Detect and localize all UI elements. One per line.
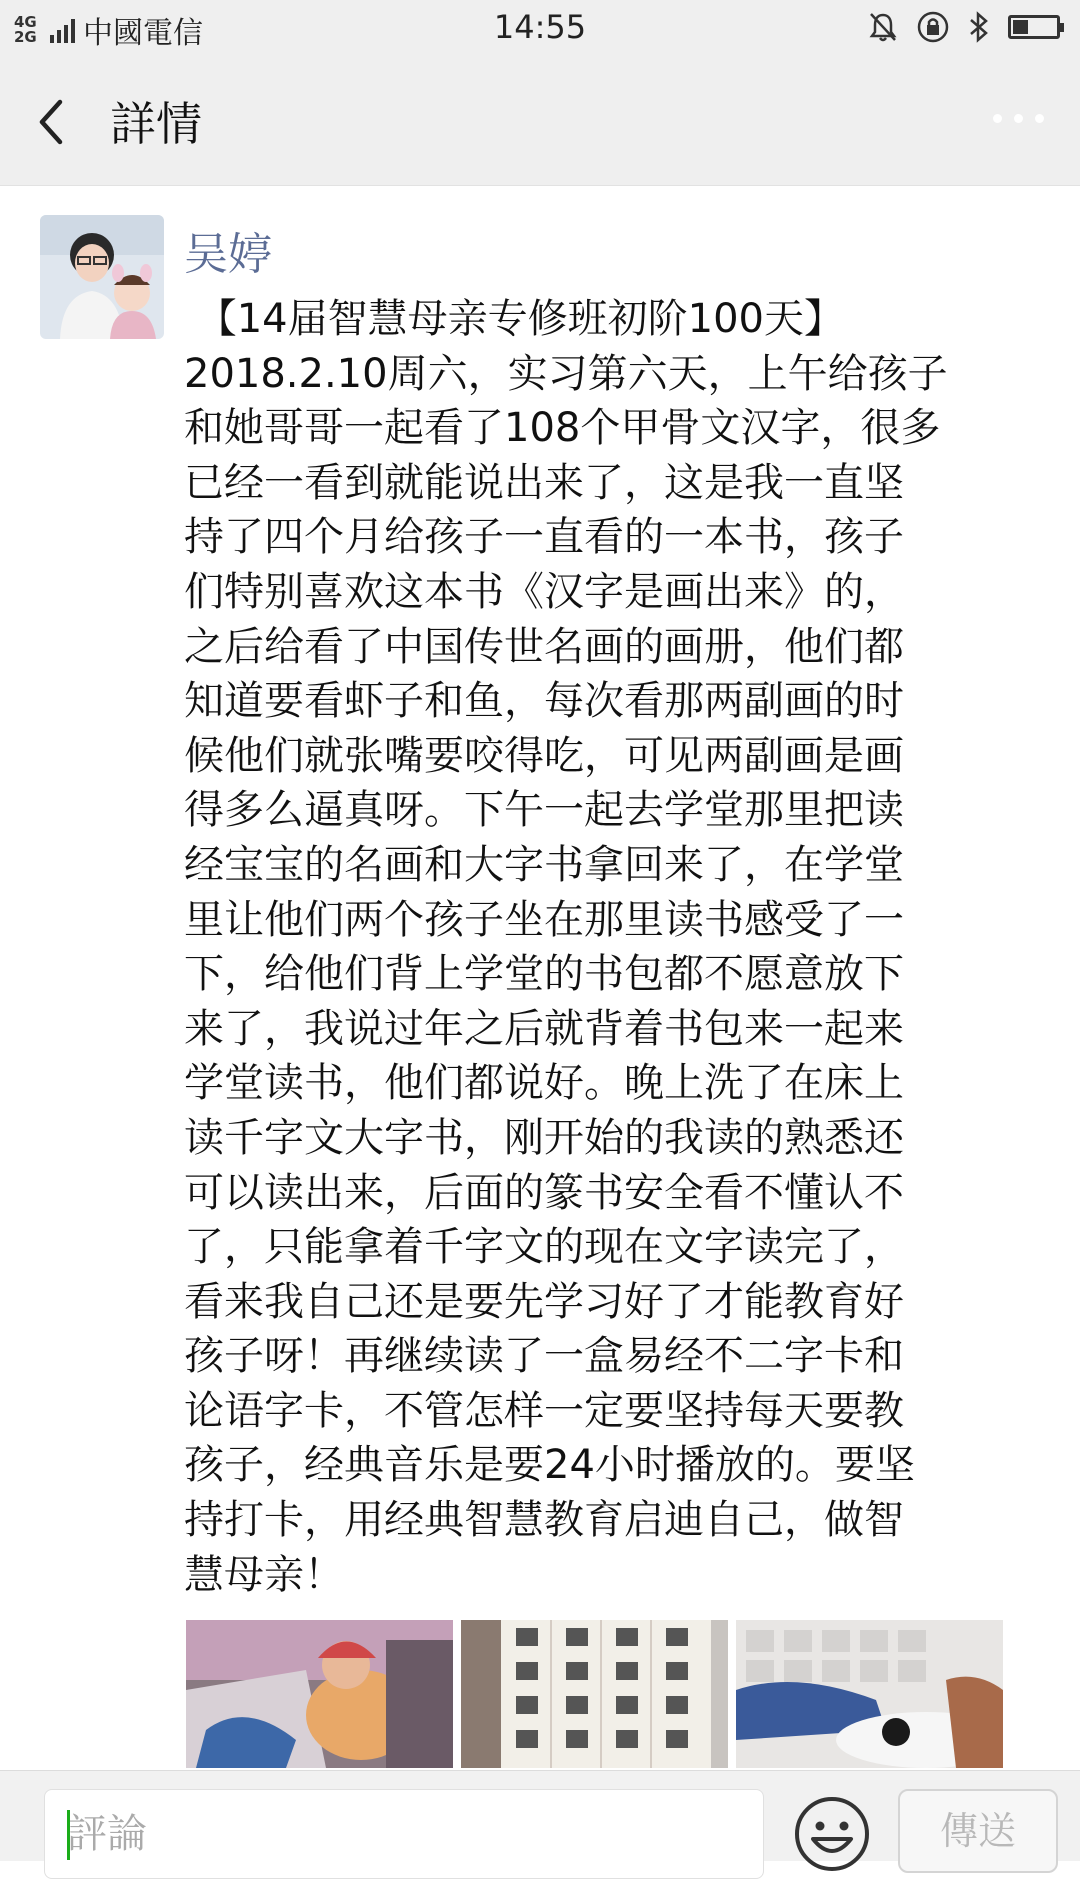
back-button[interactable] — [30, 92, 80, 152]
photo-image — [736, 1620, 1003, 1768]
battery-fill — [1013, 20, 1028, 34]
battery-icon — [1008, 15, 1060, 39]
avatar-image — [40, 215, 164, 339]
send-button[interactable]: 傳送 — [898, 1789, 1058, 1873]
more-dot-icon — [1035, 114, 1044, 123]
author-name[interactable]: 吴婷 — [184, 229, 272, 280]
alarm-lock-icon — [916, 10, 950, 44]
comment-input-box[interactable] — [44, 1789, 764, 1879]
photo-thumbnail[interactable] — [736, 1620, 1003, 1768]
status-time: 14:55 — [493, 8, 587, 46]
comment-bar — [0, 1770, 1080, 1861]
text-caret — [67, 1810, 70, 1860]
comment-input[interactable] — [65, 1810, 749, 1858]
carrier-name: 中國電信 — [83, 16, 203, 51]
photo-thumbnail[interactable] — [186, 1620, 453, 1768]
emoji-button[interactable] — [793, 1795, 871, 1873]
bell-muted-icon — [868, 11, 898, 43]
page-title: 詳情 — [110, 97, 202, 151]
photo-thumbnail[interactable] — [461, 1620, 728, 1768]
network-type: 4G 2G — [14, 13, 37, 46]
post-text: 【14届智慧母亲专修班初阶100天】 2018.2.10周六，实习第六天，上午给孩子 和她哥哥一起看了108个甲骨文汉字，很多 已经一看到就能说出来了，这是我一直坚 持了四个月给孩子一直看的一本书，孩子 们特别喜欢这本书《汉字是画出来》的， 之后给看了中国传世名画的画册，他们都 知道要看虾子和鱼，每次看那两副画的时 候他们就张嘴要咬得吃，可见两副画是画 得多么逼真呀。下午一起去学堂那里把读 经宝宝的名画和大字书拿回来了，在学堂 里让他们两个孩子坐在那里读书感受了一 下，给他们背上学堂的书包都不愿意放下 来了，我说过年之后就背着书包来一起来 学堂读书，他们都说好。晚上洗了在床上 读千字文大字书，刚开始的我读的熟悉还 可以读出来，后面的篆书安全看不懂认不 了，只能拿着千字文的现在文字读完了， 看来我自己还是要先学习好了才能教育好 孩子呀！再继续读了一盒易经不二字卡和 论语字卡，不管怎样一定要坚持每天要教 孩子，经典音乐是要24小时播放的。要坚 持打卡，用经典智慧教育启迪自己，做智 慧母亲！ — [184, 296, 948, 1598]
more-dot-icon — [993, 114, 1002, 123]
more-options-button[interactable] — [993, 114, 1044, 123]
more-dot-icon — [1014, 114, 1023, 123]
status-right — [868, 10, 1060, 44]
photo-grid — [186, 1620, 1003, 1768]
nav-bar — [0, 56, 1080, 186]
status-bar — [0, 0, 1080, 56]
photo-image — [461, 1620, 728, 1768]
photo-image — [186, 1620, 453, 1768]
bluetooth-icon — [968, 11, 990, 43]
avatar[interactable] — [40, 215, 164, 339]
